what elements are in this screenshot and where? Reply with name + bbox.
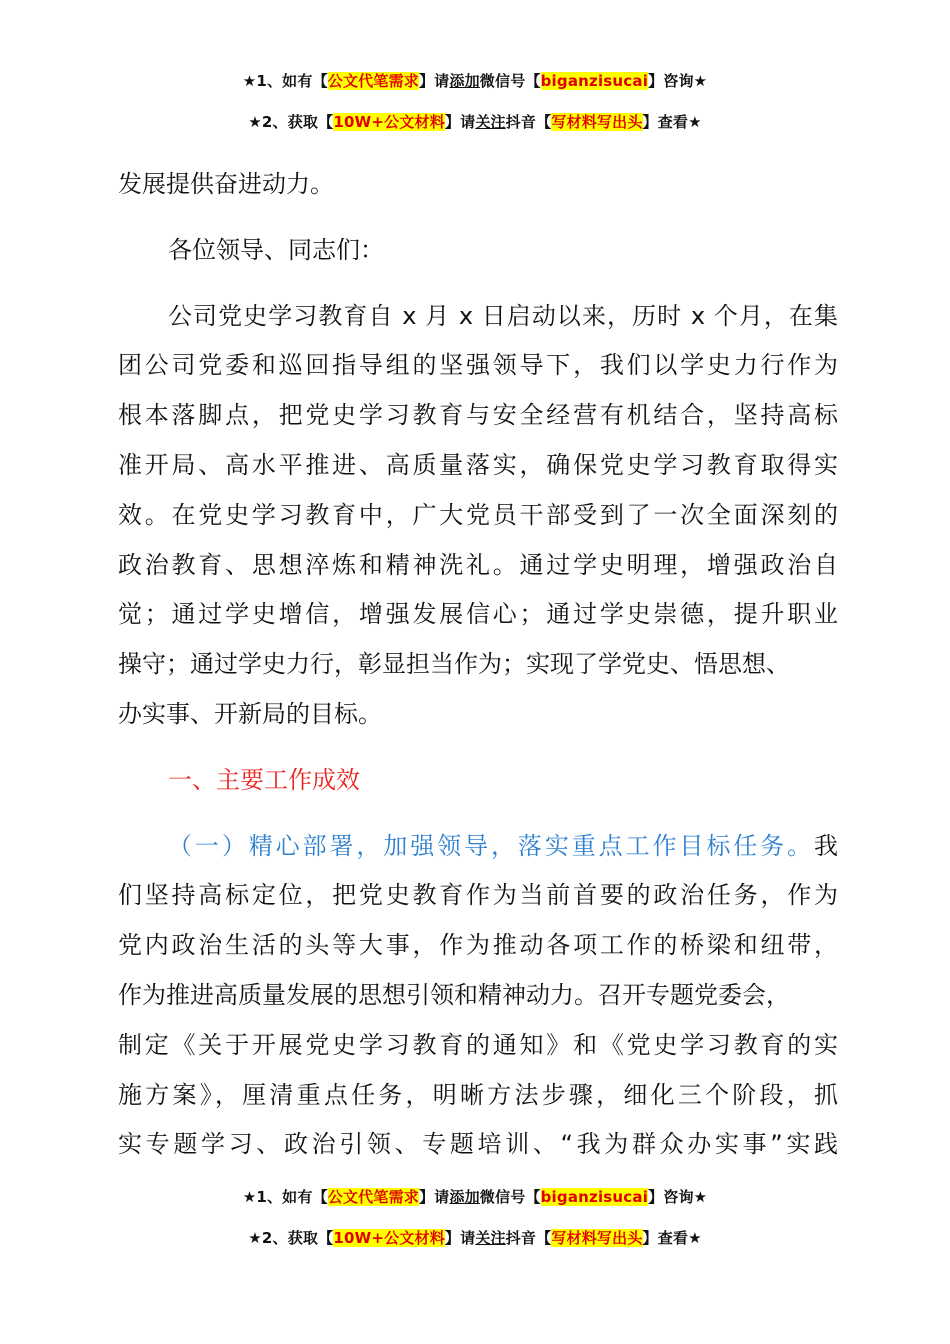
paragraph-line <box>118 822 838 872</box>
highlighted-text: 公文代笔需求 <box>327 72 419 90</box>
paragraph-line: 准开局、高水平推进、高质量落实，确保党史学习教育取得实 <box>118 450 838 479</box>
top-banner-line-1 <box>0 70 950 91</box>
banner-text: ★2、获取【 <box>248 113 334 131</box>
banner-text: 】请 <box>418 1188 450 1206</box>
paragraph-line: 们坚持高标定位，把党史教育作为当前首要的政治任务，作为 <box>118 881 838 910</box>
banner-text: 抖音【 <box>505 113 552 131</box>
banner-text: 微信号【 <box>479 72 541 90</box>
paragraph-line: 效。在党史学习教育中，广大党员干部受到了一次全面深刻的 <box>118 500 838 529</box>
paragraph-line: 公司党史学习教育自 x 月 x 日启动以来，历时 x 个月，在集 <box>168 301 838 330</box>
banner-text: 】查看★ <box>642 113 702 131</box>
banner-text: 】咨询★ <box>648 1188 708 1206</box>
highlighted-text: 10W+公文材料 <box>333 1229 445 1247</box>
douyin-account: 写材料写出头 <box>551 1229 643 1247</box>
douyin-account: 写材料写出头 <box>551 113 643 131</box>
continuation-paragraph: 发展提供奋进动力。 <box>118 170 334 198</box>
intro-paragraph <box>118 292 838 740</box>
banner-text: 微信号【 <box>479 1188 541 1206</box>
banner-text: ★2、获取【 <box>248 1229 334 1247</box>
paragraph-text: 我 <box>814 831 838 860</box>
wechat-id: biganzisucai <box>540 72 649 90</box>
bottom-banner-line-2 <box>0 1227 950 1248</box>
underlined-text: 添加 <box>449 72 480 90</box>
paragraph-line: 政治教育、思想淬炼和精神洗礼。通过学史明理，增强政治自 <box>118 550 838 579</box>
banner-text: ★1、如有【 <box>242 72 328 90</box>
paragraph-line: 制定《关于开展党史学习教育的通知》和《党史学习教育的实 <box>118 1030 838 1059</box>
underlined-text: 添加 <box>449 1188 480 1206</box>
paragraph-line: 团公司党委和巡回指导组的坚强领导下，我们以学史力行作为 <box>118 351 838 380</box>
banner-text: 】请 <box>444 113 476 131</box>
banner-text: 抖音【 <box>505 1229 552 1247</box>
banner-text: 】咨询★ <box>648 72 708 90</box>
underlined-text: 关注 <box>475 113 506 131</box>
underlined-text: 关注 <box>475 1229 506 1247</box>
banner-text: 】请 <box>444 1229 476 1247</box>
subsection-heading: （一）精心部署，加强领导，落实重点工作目标任务。 <box>168 831 814 860</box>
document-body <box>118 160 838 1170</box>
banner-text: ★1、如有【 <box>242 1188 328 1206</box>
wechat-id: biganzisucai <box>540 1188 649 1206</box>
paragraph-line: 觉；通过学史增信，增强发展信心；通过学史崇德，提升职业 <box>118 600 838 629</box>
salutation: 各位领导、同志们： <box>168 235 384 264</box>
top-banner-line-2 <box>0 111 950 132</box>
banner-text: 】请 <box>418 72 450 90</box>
section-heading: 一、主要工作成效 <box>168 765 360 794</box>
highlighted-text: 10W+公文材料 <box>333 113 445 131</box>
paragraph-line: 施方案》，厘清重点任务，明晰方法步骤，细化三个阶段，抓 <box>118 1080 838 1109</box>
paragraph-line: 操守；通过学史力行，彰显担当作为；实现了学党史、悟思想、 <box>118 650 790 679</box>
paragraph-line: 办实事、开新局的目标。 <box>118 699 382 728</box>
subsection-paragraph <box>118 822 838 1171</box>
paragraph-line: 根本落脚点，把党史学习教育与安全经营有机结合，坚持高标 <box>118 401 838 430</box>
highlighted-text: 公文代笔需求 <box>327 1188 419 1206</box>
bottom-banner-line-1 <box>0 1186 950 1207</box>
banner-text: 】查看★ <box>642 1229 702 1247</box>
paragraph-line: 党内政治生活的头等大事，作为推动各项工作的桥梁和纽带， <box>118 931 838 960</box>
paragraph-line: 作为推进高质量发展的思想引领和精神动力。召开专题党委会， <box>118 980 790 1009</box>
paragraph-line: 实专题学习、政治引领、专题培训、“我为群众办实事”实践 <box>118 1130 838 1159</box>
